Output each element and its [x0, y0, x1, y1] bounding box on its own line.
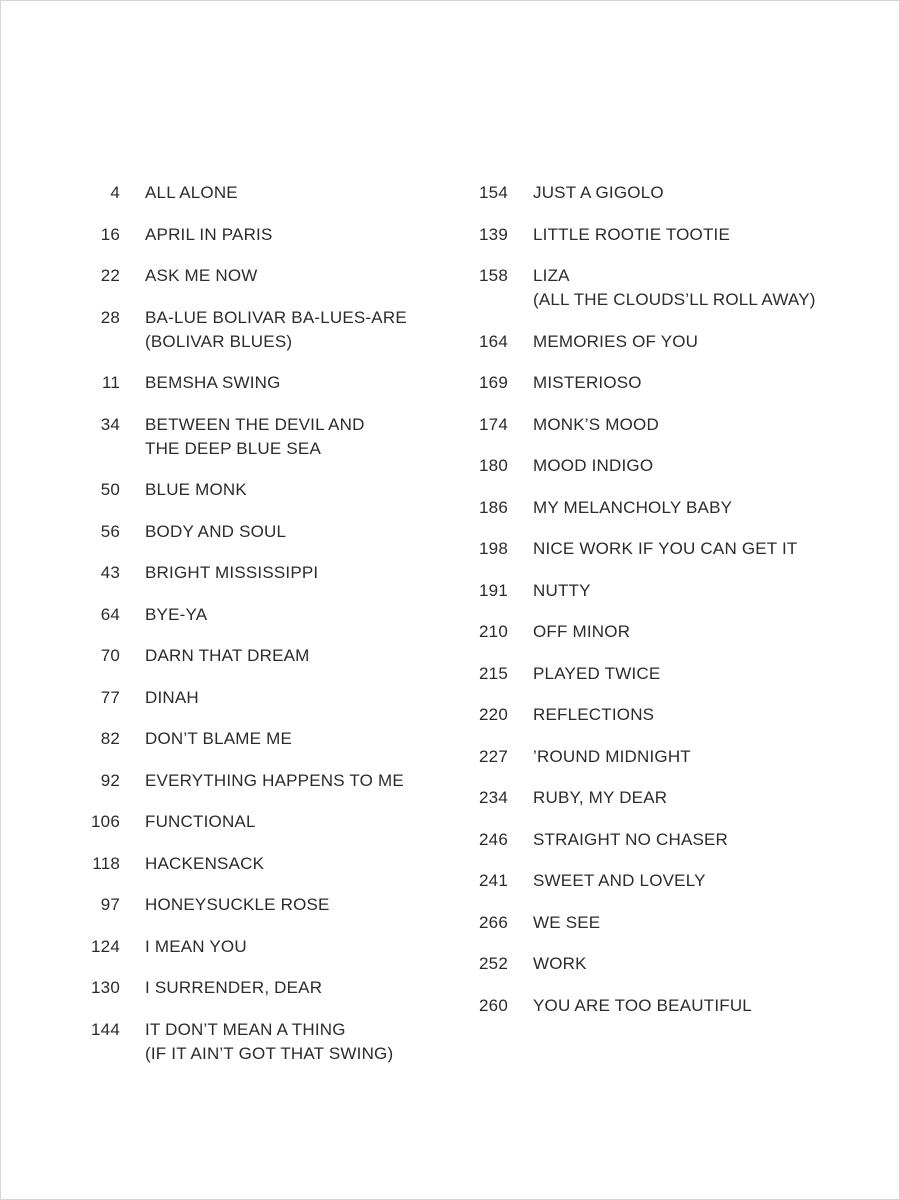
toc-song-title-line: THE DEEP BLUE SEA — [145, 438, 321, 458]
toc-page-number: 64 — [100, 604, 120, 624]
toc-entry — [469, 264, 869, 312]
toc-entry — [81, 181, 481, 205]
toc-page-number: 106 — [91, 812, 120, 831]
toc-entry — [81, 644, 481, 668]
toc-page-number: 164 — [479, 331, 508, 351]
toc-song-title-line: MY MELANCHOLY BABY — [533, 497, 733, 517]
toc-song-title — [145, 181, 238, 205]
toc-song-title-line: BEMSHA SWING — [145, 373, 281, 392]
toc-song-title-line: EVERYTHING HAPPENS TO ME — [145, 770, 404, 790]
toc-page-number: 50 — [100, 480, 120, 499]
toc-page-number: 154 — [479, 183, 508, 202]
toc-song-title — [533, 496, 732, 520]
toc-song-title-line: OFF MINOR — [533, 622, 631, 641]
toc-song-title — [533, 330, 698, 354]
toc-entry — [81, 520, 481, 544]
toc-song-title — [533, 786, 667, 810]
toc-song-title — [533, 703, 654, 727]
toc-song-title — [145, 264, 258, 288]
toc-entry — [81, 1018, 481, 1066]
toc-page-number: 198 — [479, 539, 508, 558]
toc-entry — [81, 371, 481, 395]
toc-entry — [469, 828, 869, 852]
toc-song-title-line: DARN THAT DREAM — [145, 646, 310, 665]
toc-song-title — [533, 223, 730, 247]
toc-entry — [81, 413, 481, 461]
toc-page-number: 186 — [479, 497, 508, 517]
toc-page-number: 82 — [100, 729, 120, 748]
toc-song-title — [145, 976, 322, 1000]
toc-entry — [81, 223, 481, 247]
toc-song-title-line: BLUE MONK — [145, 480, 247, 499]
toc-song-title — [145, 603, 207, 627]
toc-entry — [469, 745, 869, 769]
toc-entry — [469, 703, 869, 727]
toc-song-title-line: STRAIGHT NO CHASER — [533, 829, 729, 849]
toc-page-number: 16 — [100, 224, 120, 244]
toc-song-title — [533, 371, 642, 395]
toc-song-title-line: MISTERIOSO — [533, 373, 642, 392]
toc-page-number: 241 — [479, 871, 508, 890]
toc-entry — [469, 496, 869, 520]
toc-song-title — [145, 306, 407, 354]
toc-song-title-line: MEMORIES OF YOU — [533, 331, 699, 351]
toc-song-title — [145, 810, 256, 834]
toc-page-number: 266 — [479, 912, 508, 932]
toc-song-title-line: LITTLE ROOTIE TOOTIE — [533, 224, 731, 244]
toc-song-title — [145, 371, 281, 395]
toc-song-title-line: HACKENSACK — [145, 853, 265, 873]
toc-song-title — [533, 579, 591, 603]
toc-song-title — [533, 413, 659, 437]
toc-page-number: 227 — [479, 746, 508, 766]
toc-song-title-line: DON’T BLAME ME — [145, 729, 293, 748]
toc-song-title — [145, 1018, 393, 1066]
toc-page-number: 130 — [91, 978, 120, 997]
toc-entry — [81, 810, 481, 834]
toc-song-title — [145, 520, 286, 544]
toc-song-title-line: APRIL IN PARIS — [145, 224, 273, 244]
toc-song-title — [145, 223, 273, 247]
toc-entry — [81, 727, 481, 751]
toc-page-number: 234 — [479, 788, 508, 807]
toc-song-title-line: WE SEE — [533, 912, 601, 932]
toc-page-number: 118 — [92, 853, 120, 873]
toc-song-title — [533, 537, 798, 561]
toc-song-title — [145, 935, 247, 959]
toc-song-title-line: ALL ALONE — [145, 183, 238, 202]
toc-page-number: 246 — [479, 829, 508, 849]
toc-song-title — [145, 727, 292, 751]
toc-entry — [469, 579, 869, 603]
toc-entry — [81, 686, 481, 710]
toc-song-title — [533, 620, 630, 644]
toc-song-title — [145, 413, 365, 461]
toc-song-title-line: ASK ME NOW — [145, 266, 258, 285]
toc-song-title-line: HONEYSUCKLE ROSE — [145, 895, 330, 914]
toc-entry — [81, 264, 481, 288]
toc-song-title-line: RUBY, MY DEAR — [533, 788, 668, 807]
toc-song-title-line: YOU ARE TOO BEAUTIFUL — [533, 995, 752, 1015]
toc-song-title-line: BRIGHT MISSISSIPPI — [145, 563, 319, 582]
toc-song-title — [533, 828, 728, 852]
toc-page-number: 260 — [479, 995, 508, 1015]
toc-song-title-line: JUST A GIGOLO — [533, 183, 664, 202]
toc-entry — [81, 769, 481, 793]
toc-song-title — [533, 745, 691, 769]
toc-entry — [81, 561, 481, 585]
toc-song-title-line: NICE WORK IF YOU CAN GET IT — [533, 539, 798, 558]
toc-entry — [469, 952, 869, 976]
toc-song-title — [533, 181, 664, 205]
toc-right-column — [469, 181, 869, 1035]
toc-song-title — [533, 454, 653, 478]
toc-page-number: 158 — [479, 266, 508, 285]
toc-song-title — [145, 893, 330, 917]
toc-entry — [469, 620, 869, 644]
toc-entry — [81, 603, 481, 627]
toc-entry — [81, 893, 481, 917]
toc-song-title-line: (BOLIVAR BLUES) — [145, 331, 293, 351]
toc-song-title-line: MONK’S MOOD — [533, 414, 659, 434]
toc-page-number: 77 — [100, 687, 120, 707]
toc-page-number: 4 — [110, 183, 120, 202]
toc-song-title-line: I SURRENDER, DEAR — [145, 978, 323, 997]
toc-page-number: 11 — [101, 373, 120, 392]
toc-page-number: 43 — [100, 563, 120, 582]
toc-entry — [469, 330, 869, 354]
toc-entry — [469, 454, 869, 478]
toc-page-number: 220 — [479, 705, 508, 724]
toc-page-number: 22 — [100, 266, 120, 285]
toc-entry — [469, 537, 869, 561]
toc-page-number: 210 — [479, 622, 508, 641]
toc-entry — [469, 181, 869, 205]
toc-song-title-line: PLAYED TWICE — [533, 663, 661, 683]
toc-song-title — [145, 561, 318, 585]
toc-song-title — [533, 264, 816, 312]
toc-entry — [81, 976, 481, 1000]
toc-entry — [469, 911, 869, 935]
toc-song-title-line: DINAH — [145, 687, 199, 707]
toc-entry — [469, 994, 869, 1018]
toc-page-number: 92 — [100, 770, 120, 790]
toc-song-title-line: (ALL THE CLOUDS’LL ROLL AWAY) — [533, 290, 816, 309]
toc-page-number: 139 — [479, 224, 508, 244]
toc-song-title-line: FUNCTIONAL — [145, 812, 256, 831]
toc-song-title-line: SWEET AND LOVELY — [533, 871, 706, 890]
toc-song-title — [145, 769, 404, 793]
toc-song-title-line: ’ROUND MIDNIGHT — [533, 746, 691, 766]
toc-page-number: 174 — [479, 414, 508, 434]
toc-song-title — [145, 644, 310, 668]
toc-page-number: 70 — [100, 646, 120, 665]
toc-page-number: 34 — [100, 414, 120, 434]
toc-song-title-line: I MEAN YOU — [145, 936, 247, 956]
toc-song-title-line: MOOD INDIGO — [533, 456, 654, 475]
toc-song-title-line: BA-LUE BOLIVAR BA-LUES-ARE — [145, 307, 407, 327]
toc-song-title — [533, 994, 752, 1018]
toc-entry — [469, 223, 869, 247]
toc-entry — [81, 852, 481, 876]
toc-song-title — [145, 686, 199, 710]
toc-entry — [81, 935, 481, 959]
toc-page-number: 56 — [100, 521, 120, 541]
toc-page-number: 97 — [100, 895, 120, 914]
toc-page-number: 169 — [479, 373, 508, 392]
toc-song-title-line: WORK — [533, 954, 587, 973]
toc-page-number: 215 — [479, 663, 508, 683]
toc-song-title-line: NUTTY — [533, 580, 591, 600]
toc-entry — [469, 662, 869, 686]
toc-page-number: 124 — [91, 936, 120, 956]
toc-song-title-line: BETWEEN THE DEVIL AND — [145, 414, 365, 434]
toc-song-title — [533, 662, 660, 686]
toc-page-number: 144 — [91, 1019, 120, 1039]
toc-song-title — [145, 478, 247, 502]
toc-left-column — [81, 181, 481, 1083]
toc-song-title-line: REFLECTIONS — [533, 705, 655, 724]
toc-entry — [469, 786, 869, 810]
toc-page-number: 191 — [479, 580, 508, 600]
toc-entry — [81, 306, 481, 354]
toc-song-title — [533, 952, 587, 976]
toc-entry — [469, 869, 869, 893]
toc-song-title — [533, 911, 600, 935]
toc-song-title-line: LIZA — [533, 266, 570, 285]
toc-song-title — [533, 869, 706, 893]
toc-song-title-line: BODY AND SOUL — [145, 521, 287, 541]
toc-entry — [81, 478, 481, 502]
toc-song-title — [145, 852, 264, 876]
toc-page-number: 180 — [479, 456, 508, 475]
toc-page-number: 252 — [479, 954, 508, 973]
toc-page-number: 28 — [100, 307, 120, 327]
toc-song-title-line: BYE-YA — [145, 604, 208, 624]
toc-entry — [469, 413, 869, 437]
toc-song-title-line: (IF IT AIN’T GOT THAT SWING) — [145, 1043, 394, 1063]
toc-entry — [469, 371, 869, 395]
toc-song-title-line: IT DON’T MEAN A THING — [145, 1019, 346, 1039]
